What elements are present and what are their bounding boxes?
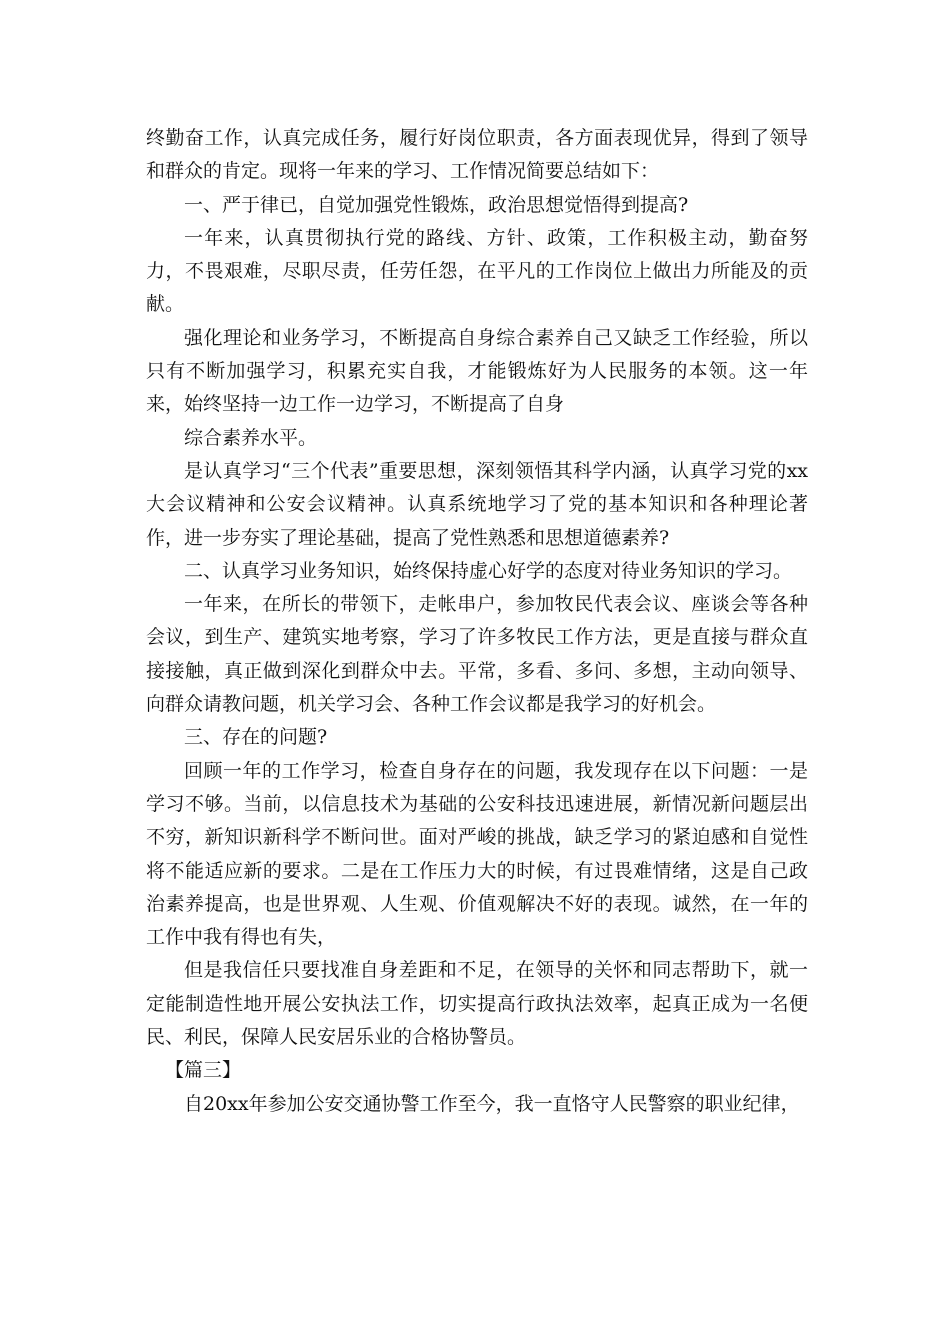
- paragraph: 但是我信任只要找准自身差距和不足，在领导的关怀和同志帮助下，就一定能制造性地开展公安执法工作，切实提高行政执法效率，起真正成为一名便民、利民，保障人民安居乐业的合格协警员。: [146, 959, 808, 1049]
- paragraph: 一年来，在所长的带领下，走帐串户，参加牧民代表会议、座谈会等各种会议，到生产、建筑实地考察，学习了许多牧民工作方法，更是直接与群众直接接触，真正做到深化到群众中去。平常，多看、多问、多想，主动向领导、向群众请教问题，机关学习会、各种工作会议都是我学习的好机会。: [146, 593, 808, 716]
- heading-section-one: 一、严于律已，自觉加强党性锻炼，政治思想觉悟得到提高?: [184, 193, 689, 216]
- paragraph: 回顾一年的工作学习，检查自身存在的问题，我发现存在以下问题：一是学习不够。当前，以信息技术为基础的公安科技迅速进展，新情况新问题层出不穷，新知识新科学不断问世。面对严峻的挑战，缺乏学习的紧迫感和自觉性将不能适应新的要求。二是在工作压力大的时候，有过畏难情绪，这是自己政治素养提高，也是世界观、人生观、价值观解决不好的表现。诚然，在一年的工作中我有得也有失，: [146, 759, 808, 949]
- paragraph: 综合素养水平。: [184, 426, 318, 449]
- paragraph-intro: 终勤奋工作，认真完成任务，履行好岗位职责，各方面表现优异，得到了领导和群众的肯定。现将一年来的学习、工作情况简要总结如下：: [146, 127, 808, 183]
- document-body: [146, 122, 808, 1121]
- heading-section-three: 三、存在的问题?: [184, 726, 328, 749]
- heading-section-two: 二、认真学习业务知识，始终保持虚心好学的态度对待业务知识的学习。: [184, 559, 793, 582]
- paragraph: 自20xx年参加公安交通协警工作至今，我一直恪守人民警察的职业纪律，: [184, 1092, 800, 1115]
- paragraph: 一年来，认真贯彻执行党的路线、方针、政策，工作积极主动，勤奋努力，不畏艰难，尽职尽责，任劳任怨，在平凡的工作岗位上做出力所能及的贡献。: [146, 226, 808, 316]
- paragraph: 强化理论和业务学习，不断提高自身综合素养自己又缺乏工作经验，所以只有不断加强学习，积累充实自我，才能锻炼好为人民服务的本领。这一年来，始终坚持一边工作一边学习，不断提高了自身: [146, 326, 808, 416]
- part-three-marker: 【篇三】: [165, 1059, 242, 1082]
- paragraph: 是认真学习“三个代表”重要思想，深刻领悟其科学内涵，认真学习党的xx大会议精神和公安会议精神。认真系统地学习了党的基本知识和各种理论著作，进一步夯实了理论基础，提高了党性熟悉和思想道德素养?: [146, 459, 808, 549]
